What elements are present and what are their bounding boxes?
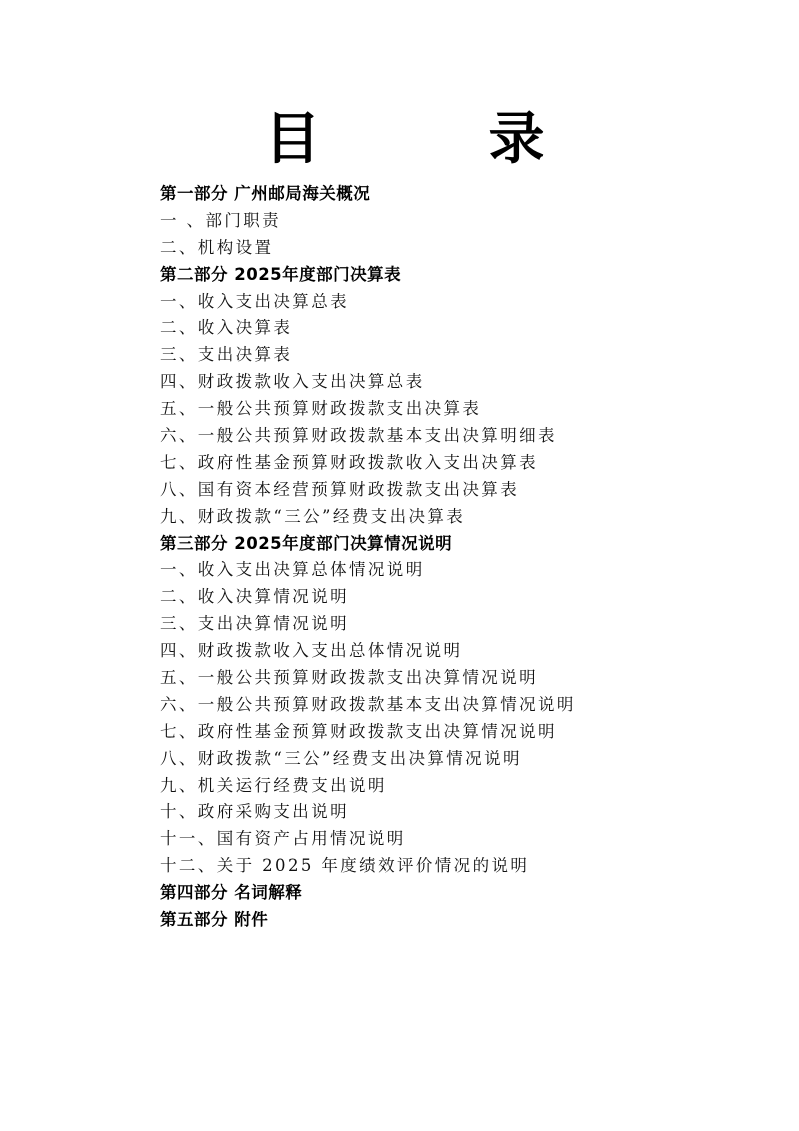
- toc-item: 一、收入支出决算总体情况说明: [160, 560, 425, 580]
- toc-item: 四、财政拨款收入支出总体情况说明: [160, 641, 463, 661]
- toc-part-heading: 第五部分 附件: [160, 910, 269, 930]
- toc-item: 一、收入支出决算总表: [160, 291, 349, 311]
- toc-item: 九、机关运行经费支出说明: [160, 775, 387, 795]
- toc-item: 六、一般公共预算财政拨款基本支出决算明细表: [160, 426, 557, 446]
- toc-part-heading: 第四部分 名词解释: [160, 883, 303, 903]
- toc-item: 八、财政拨款“三公”经费支出决算情况说明: [160, 748, 522, 768]
- toc-part-heading: 第二部分 2025年度部门决算表: [160, 264, 402, 284]
- toc-item: 六、一般公共预算财政拨款基本支出决算情况说明: [160, 694, 576, 714]
- toc-item: 十一、国有资产占用情况说明: [160, 829, 406, 849]
- toc-item: 二、机构设置: [160, 237, 274, 257]
- page-title: 目 录: [264, 107, 601, 172]
- toc-item: 十二、关于 2025 年度绩效评价情况的说明: [160, 856, 530, 876]
- toc-item: 七、政府性基金预算财政拨款收入支出决算表: [160, 452, 538, 472]
- toc-item: 十、政府采购支出说明: [160, 802, 349, 822]
- toc-item: 四、财政拨款收入支出决算总表: [160, 372, 425, 392]
- toc-item: 五、一般公共预算财政拨款支出决算表: [160, 399, 482, 419]
- table-of-contents: [160, 181, 760, 934]
- toc-item: 三、支出决算表: [160, 345, 293, 365]
- toc-item: 二、收入决算情况说明: [160, 587, 349, 607]
- toc-item: 三、支出决算情况说明: [160, 614, 349, 634]
- toc-part-heading: 第一部分 广州邮局海关概况: [160, 184, 371, 203]
- toc-item: 五、一般公共预算财政拨款支出决算情况说明: [160, 668, 538, 688]
- toc-part-heading: 第三部分 2025年度部门决算情况说明: [160, 533, 453, 553]
- toc-item: 二、收入决算表: [160, 318, 293, 338]
- toc-item: 九、财政拨款“三公”经费支出决算表: [160, 506, 466, 526]
- toc-item: 一 、部门职责: [160, 210, 282, 230]
- toc-item: 七、政府性基金预算财政拨款支出决算情况说明: [160, 721, 557, 741]
- toc-item: 八、国有资本经营预算财政拨款支出决算表: [160, 479, 520, 499]
